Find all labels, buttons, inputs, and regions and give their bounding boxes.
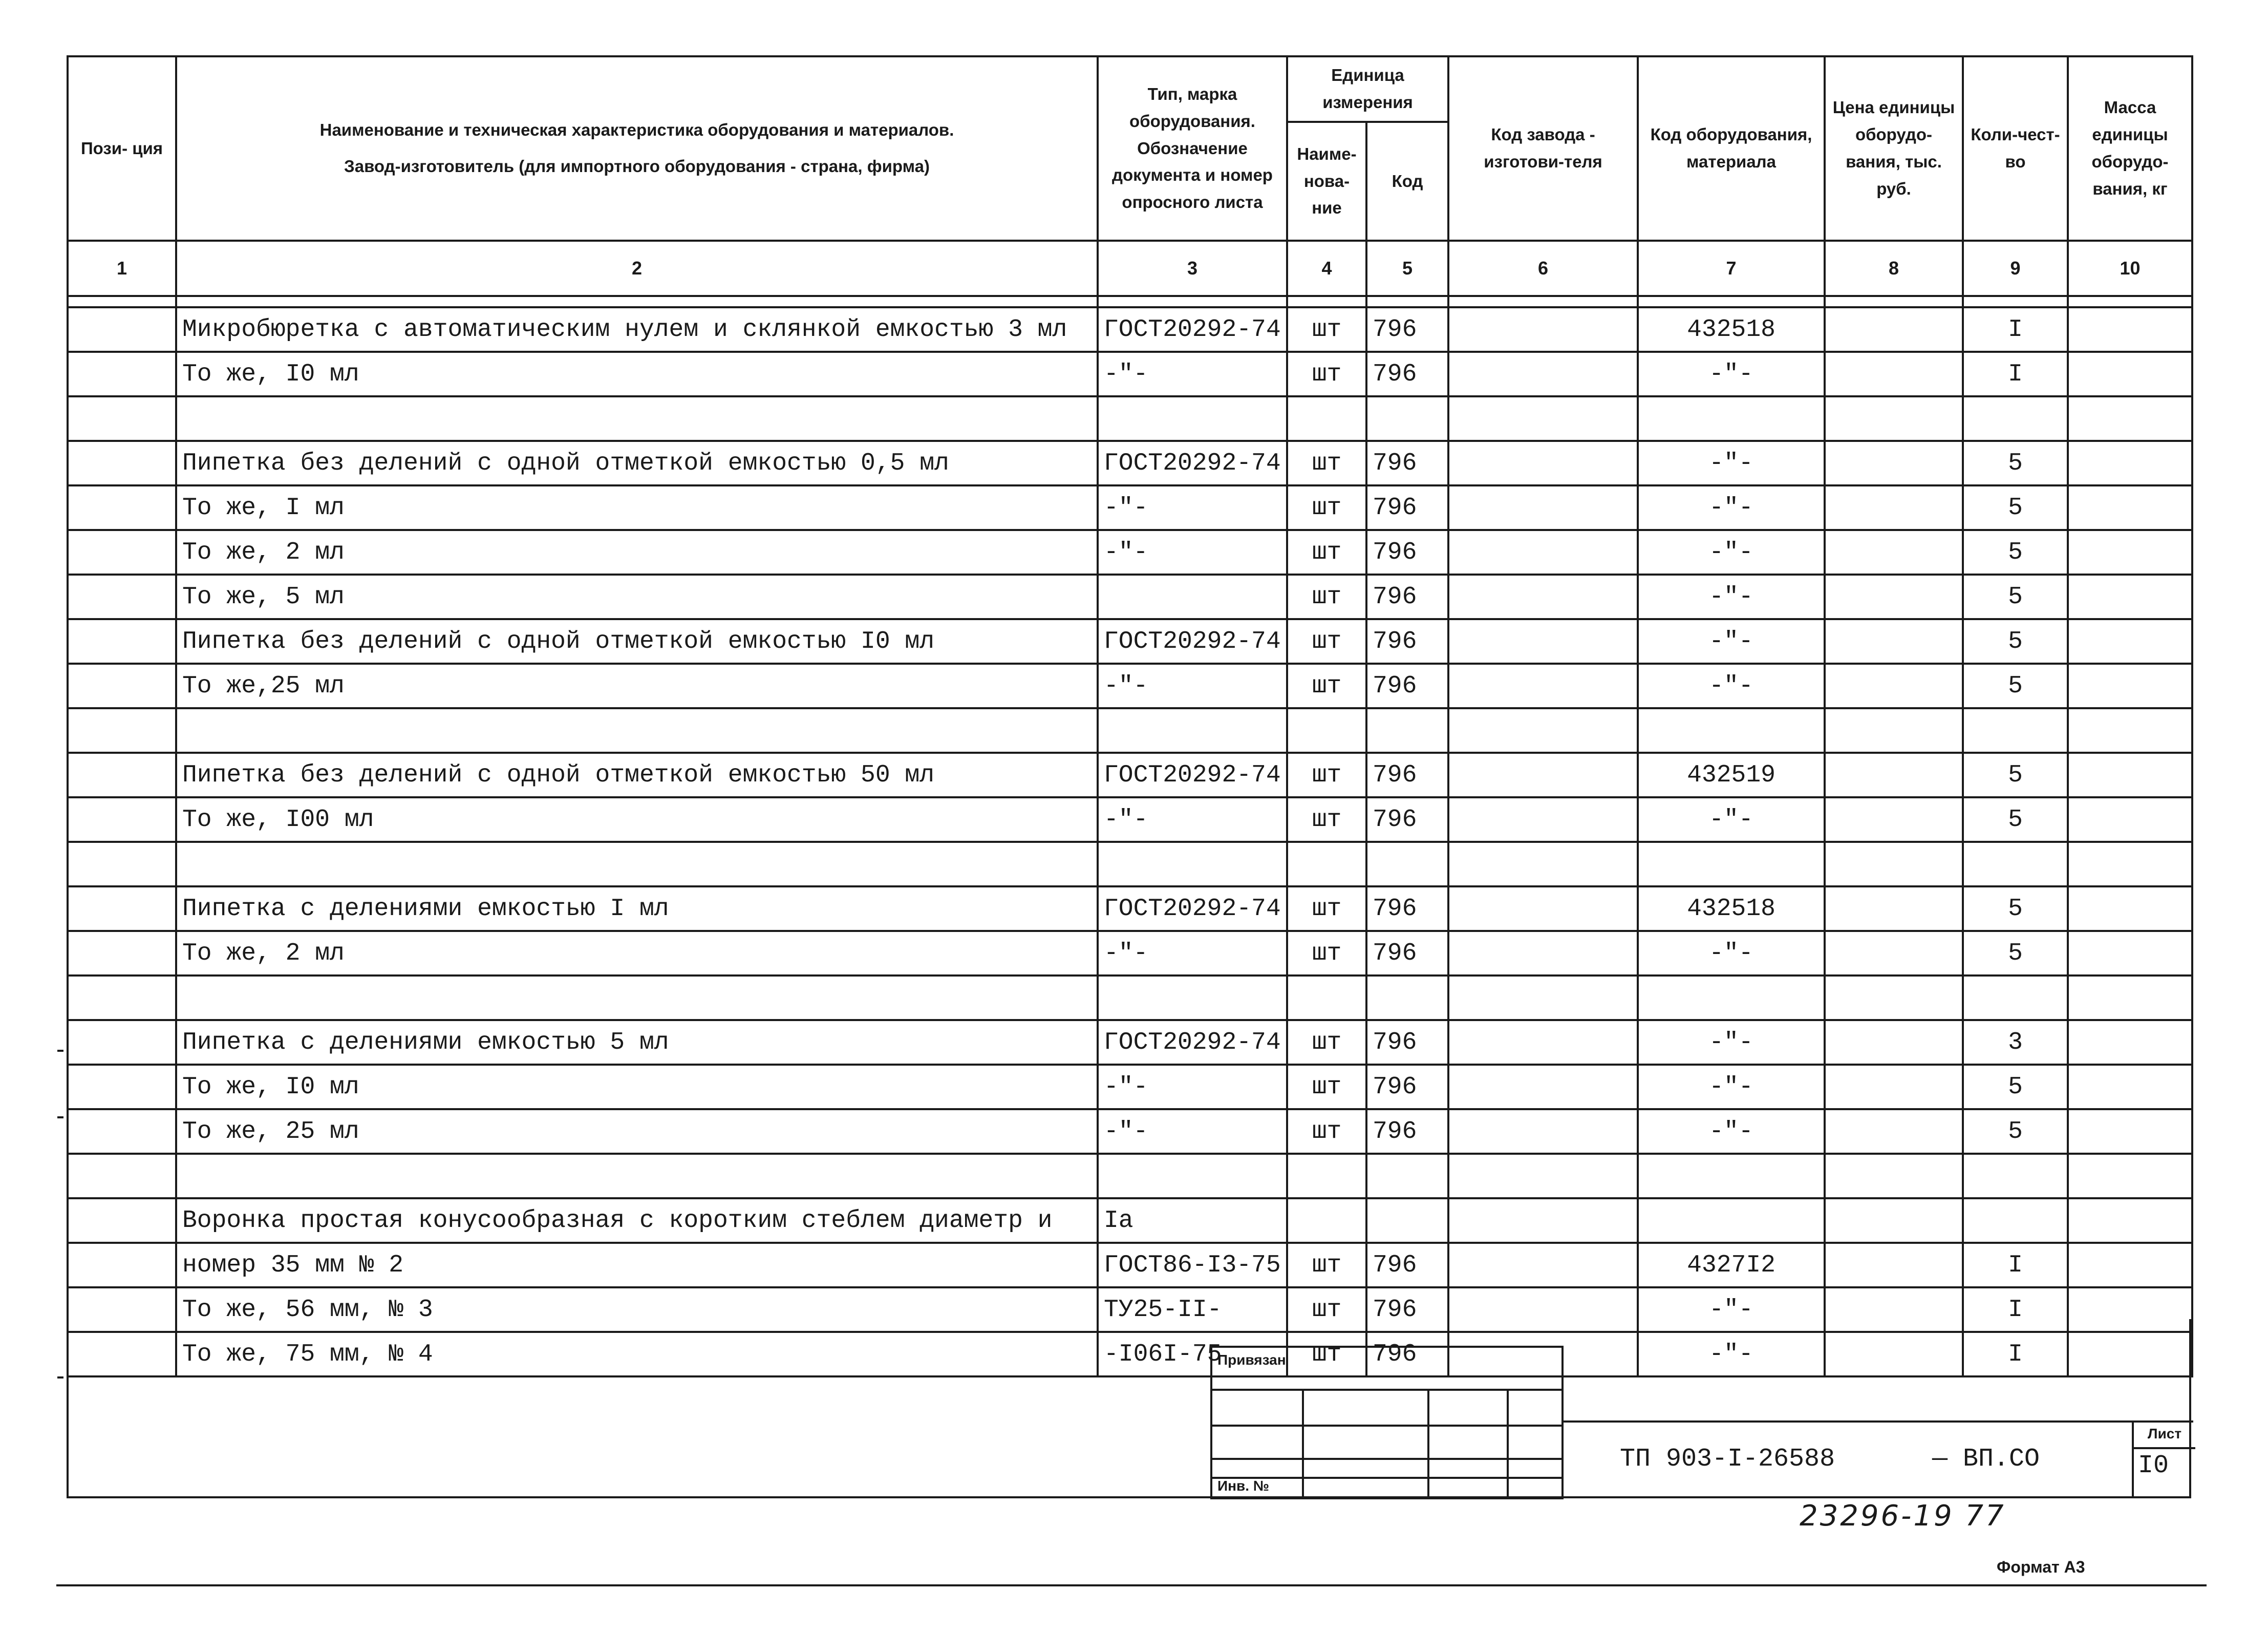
cell-unit-code [1366,842,1448,886]
column-number: 4 [1287,241,1366,296]
cell-equipment-code [1638,975,1825,1020]
cell-unit-code: 796 [1366,1065,1448,1109]
cell-mass [2068,575,2192,619]
cell-quantity: 5 [1963,664,2068,708]
cell-quantity [1963,1154,2068,1198]
cell-equipment-code: -"- [1638,1332,1825,1376]
cell-mass [2068,1243,2192,1287]
cell-unit-code: 796 [1366,575,1448,619]
cell-unit-name: шт [1287,1109,1366,1154]
cell-unit-code: 796 [1366,1109,1448,1154]
cell-quantity: 5 [1963,797,2068,842]
cell-equipment-code: -"- [1638,664,1825,708]
cell-position [68,1198,176,1243]
cell-mass [2068,1020,2192,1065]
cell-equipment-code: 432519 [1638,753,1825,797]
table-body [68,307,2192,1376]
cell-name [176,1154,1098,1198]
cell-price [1825,530,1963,575]
table-row [68,396,2192,441]
cell-unit-name: шт [1287,753,1366,797]
cell-quantity: 5 [1963,1109,2068,1154]
cell-unit-name: шт [1287,1020,1366,1065]
spacer-row [68,296,2192,307]
table-row [68,753,2192,797]
cell-mass [2068,485,2192,530]
cell-mass [2068,886,2192,931]
cell-unit-name: шт [1287,1243,1366,1287]
cell-name: То же, I00 мл [176,797,1098,842]
cell-equipment-code [1638,1198,1825,1243]
cell-equipment-code: 4327I2 [1638,1243,1825,1287]
cell-position [68,1154,176,1198]
cell-unit-code [1366,1198,1448,1243]
cell-name: Пипетка с делениями емкостью I мл [176,886,1098,931]
cell-factory-code [1448,886,1638,931]
cell-type [1098,842,1287,886]
cell-position [68,307,176,352]
cell-name: То же, 25 мл [176,1109,1098,1154]
table-row [68,664,2192,708]
cell-name: Микробюретка с автоматическим нулем и склянкой емкостью 3 мл [176,307,1098,352]
cell-name: То же, I мл [176,485,1098,530]
specification-sheet [67,55,2212,1377]
header-unit-code: Код [1366,122,1448,241]
column-number: 7 [1638,241,1825,296]
cell-unit-code: 796 [1366,530,1448,575]
cell-price [1825,1198,1963,1243]
cell-equipment-code: -"- [1638,1287,1825,1332]
table-row [68,708,2192,753]
cell-factory-code [1448,1243,1638,1287]
cell-unit-name: шт [1287,575,1366,619]
cell-unit-code: 796 [1366,886,1448,931]
cell-equipment-code: -"- [1638,352,1825,396]
cell-unit-name: шт [1287,530,1366,575]
cell-unit-code [1366,708,1448,753]
cell-name: То же, I0 мл [176,352,1098,396]
cell-factory-code [1448,352,1638,396]
cell-type: ГОСТ20292-74 [1098,1020,1287,1065]
cell-position [68,485,176,530]
cell-unit-name [1287,1154,1366,1198]
cell-price [1825,886,1963,931]
cell-type: ГОСТ20292-74 [1098,619,1287,664]
cell-position [68,886,176,931]
cell-type: ГОСТ20292-74 [1098,307,1287,352]
cell-position [68,1109,176,1154]
header-price: Цена единицы оборудо-вания, тыс. руб. [1825,56,1963,241]
cell-mass [2068,1109,2192,1154]
column-number-row [68,241,2192,296]
header-mass: Масса единицы оборудо-вания, кг [2068,56,2192,241]
table-row [68,619,2192,664]
cell-factory-code [1448,1020,1638,1065]
cell-unit-code: 796 [1366,753,1448,797]
cell-mass [2068,530,2192,575]
specification-table [67,55,2193,1377]
cell-unit-name: шт [1287,352,1366,396]
cell-quantity [1963,396,2068,441]
column-number: 9 [1963,241,2068,296]
cell-name: То же, 2 мл [176,931,1098,975]
format-label: Формат А3 [1997,1558,2085,1576]
cell-equipment-code: 432518 [1638,307,1825,352]
cell-equipment-code: -"- [1638,485,1825,530]
cell-price [1825,396,1963,441]
cell-unit-code: 796 [1366,797,1448,842]
cell-equipment-code: 432518 [1638,886,1825,931]
cell-quantity: 5 [1963,931,2068,975]
cell-unit-code: 796 [1366,1287,1448,1332]
cell-name [176,396,1098,441]
table-row [68,1243,2192,1287]
table-row [68,975,2192,1020]
cell-price [1825,797,1963,842]
cell-type: -"- [1098,1065,1287,1109]
cell-name: То же,25 мл [176,664,1098,708]
stamp-inventory-label: Инв. № [1217,1478,1270,1494]
header-name-line2: Завод-изготовитель (для импортного оборудования - страна, фирма) [344,157,930,176]
cell-type: ГОСТ20292-74 [1098,441,1287,485]
table-row [68,1020,2192,1065]
cell-position [68,1243,176,1287]
cell-position [68,1020,176,1065]
header-unit-name: Наиме-нова-ние [1287,122,1366,241]
cell-equipment-code: -"- [1638,575,1825,619]
cell-price [1825,1020,1963,1065]
cell-type: -"- [1098,352,1287,396]
cell-quantity: 5 [1963,441,2068,485]
cell-quantity [1963,975,2068,1020]
cell-quantity [1963,708,2068,753]
cell-name [176,842,1098,886]
cell-position [68,1065,176,1109]
header-unit: Единица измерения [1287,56,1448,122]
binding-stamp [1210,1346,1564,1499]
cell-name: То же, 5 мл [176,575,1098,619]
cell-price [1825,619,1963,664]
cell-unit-code [1366,396,1448,441]
cell-name: Пипетка без делений с одной отметкой емкостью I0 мл [176,619,1098,664]
cell-mass [2068,975,2192,1020]
cell-unit-code: 796 [1366,485,1448,530]
cell-factory-code [1448,441,1638,485]
cell-price [1825,753,1963,797]
footer-line [56,1584,2207,1586]
cell-mass [2068,441,2192,485]
cell-mass [2068,1198,2192,1243]
cell-name: То же, 75 мм, № 4 [176,1332,1098,1376]
cell-position [68,530,176,575]
cell-equipment-code: -"- [1638,1065,1825,1109]
table-row [68,1198,2192,1243]
cell-position [68,797,176,842]
cell-mass [2068,1154,2192,1198]
cell-type: ГОСТ20292-74 [1098,753,1287,797]
cell-factory-code [1448,753,1638,797]
cell-position [68,753,176,797]
table-row [68,1065,2192,1109]
cell-type: ГОСТ86-I3-75 [1098,1243,1287,1287]
cell-price [1825,1243,1963,1287]
cell-factory-code [1448,485,1638,530]
cell-equipment-code [1638,708,1825,753]
sheet-number: I0 [2138,1451,2169,1480]
sheet-box [2132,1420,2195,1498]
cell-type: ГОСТ20292-74 [1098,886,1287,931]
cell-equipment-code [1638,1154,1825,1198]
cell-factory-code [1448,842,1638,886]
cell-name: Пипетка без делений с одной отметкой емкостью 0,5 мл [176,441,1098,485]
cell-quantity: 5 [1963,530,2068,575]
cell-price [1825,931,1963,975]
cell-price [1825,307,1963,352]
cell-factory-code [1448,975,1638,1020]
cell-factory-code [1448,1109,1638,1154]
cell-equipment-code: -"- [1638,797,1825,842]
cell-name: Воронка простая конусообразная с коротким стеблем диаметр и [176,1198,1098,1243]
cell-name: Пипетка с делениями емкостью 5 мл [176,1020,1098,1065]
cell-unit-name: шт [1287,307,1366,352]
header-row [68,56,2192,122]
cell-unit-name: шт [1287,1287,1366,1332]
cell-position [68,575,176,619]
cell-quantity: I [1963,1243,2068,1287]
cell-position [68,619,176,664]
margin-tick [57,1050,63,1052]
title-block [67,1319,2191,1498]
cell-unit-name [1287,708,1366,753]
column-number: 6 [1448,241,1638,296]
cell-mass [2068,664,2192,708]
cell-mass [2068,842,2192,886]
cell-quantity: 5 [1963,575,2068,619]
cell-position [68,931,176,975]
cell-unit-name: шт [1287,797,1366,842]
cell-factory-code [1448,708,1638,753]
cell-price [1825,1065,1963,1109]
cell-unit-code [1366,1154,1448,1198]
cell-quantity: I [1963,352,2068,396]
cell-unit-code: 796 [1366,307,1448,352]
cell-quantity: 5 [1963,753,2068,797]
document-suffix: — ВП.СО [1932,1445,2040,1474]
cell-unit-code: 796 [1366,1020,1448,1065]
table-row [68,441,2192,485]
cell-unit-name: шт [1287,931,1366,975]
title-block-divider [1563,1420,2193,1423]
table-row [68,1109,2192,1154]
cell-type: -"- [1098,530,1287,575]
cell-equipment-code: -"- [1638,931,1825,975]
cell-mass [2068,708,2192,753]
cell-factory-code [1448,797,1638,842]
cell-equipment-code: -"- [1638,530,1825,575]
cell-quantity: 5 [1963,619,2068,664]
cell-equipment-code [1638,842,1825,886]
header-name-line1: Наименование и техническая характеристика оборудования и материалов. [319,120,954,140]
cell-factory-code [1448,575,1638,619]
table-row [68,797,2192,842]
column-number: 5 [1366,241,1448,296]
cell-mass [2068,352,2192,396]
header-position: Пози- ция [68,56,176,241]
cell-name: Пипетка без делений с одной отметкой емкостью 50 мл [176,753,1098,797]
cell-quantity: I [1963,1287,2068,1332]
column-number: 2 [176,241,1098,296]
cell-equipment-code: -"- [1638,1109,1825,1154]
cell-quantity [1963,842,2068,886]
header-name [176,56,1098,241]
cell-position [68,396,176,441]
cell-name: То же, I0 мл [176,1065,1098,1109]
stamp-bound-label: Привязан [1217,1352,1286,1368]
cell-unit-name [1287,396,1366,441]
cell-quantity: 5 [1963,485,2068,530]
cell-unit-code: 796 [1366,1332,1448,1376]
table-row [68,886,2192,931]
cell-factory-code [1448,1198,1638,1243]
cell-equipment-code: -"- [1638,1020,1825,1065]
cell-unit-name: шт [1287,886,1366,931]
cell-factory-code [1448,1065,1638,1109]
cell-position [68,975,176,1020]
document-number: ТП 903-I-26588 [1620,1445,1835,1474]
cell-mass [2068,619,2192,664]
cell-quantity: I [1963,307,2068,352]
cell-price [1825,441,1963,485]
cell-type [1098,396,1287,441]
header-type: Тип, марка оборудования. Обозначение документа и номер опросного листа [1098,56,1287,241]
header-factory-code: Код завода - изготови-теля [1448,56,1638,241]
cell-quantity: 5 [1963,886,2068,931]
cell-type [1098,575,1287,619]
cell-price [1825,485,1963,530]
table-row [68,1154,2192,1198]
table-row [68,307,2192,352]
cell-type [1098,708,1287,753]
cell-factory-code [1448,307,1638,352]
cell-position [68,441,176,485]
cell-factory-code [1448,664,1638,708]
sheet-label: Лист [2134,1420,2195,1449]
cell-unit-name [1287,975,1366,1020]
cell-type: -"- [1098,797,1287,842]
margin-tick [57,1376,63,1378]
cell-quantity: I [1963,1332,2068,1376]
table-row [68,842,2192,886]
cell-factory-code [1448,931,1638,975]
cell-name: номер 35 мм № 2 [176,1243,1098,1287]
table-row [68,352,2192,396]
cell-factory-code [1448,1154,1638,1198]
cell-equipment-code: -"- [1638,619,1825,664]
cell-type [1098,975,1287,1020]
cell-quantity: 3 [1963,1020,2068,1065]
cell-unit-name [1287,1198,1366,1243]
cell-unit-name: шт [1287,1065,1366,1109]
cell-unit-name: шт [1287,485,1366,530]
table-row [68,575,2192,619]
cell-mass [2068,307,2192,352]
cell-equipment-code [1638,396,1825,441]
cell-type: Iа [1098,1198,1287,1243]
cell-unit-name: шт [1287,664,1366,708]
cell-price [1825,975,1963,1020]
cell-name: То же, 56 мм, № 3 [176,1287,1098,1332]
cell-factory-code [1448,530,1638,575]
cell-unit-name: шт [1287,1332,1366,1376]
cell-equipment-code: -"- [1638,441,1825,485]
cell-price [1825,352,1963,396]
cell-type: ТУ25-II- [1098,1287,1287,1332]
cell-type: -I06I-75 [1098,1332,1287,1376]
cell-mass [2068,931,2192,975]
cell-price [1825,708,1963,753]
cell-type: -"- [1098,664,1287,708]
cell-price [1825,575,1963,619]
cell-unit-code: 796 [1366,619,1448,664]
cell-unit-code: 796 [1366,1243,1448,1287]
column-number: 10 [2068,241,2192,296]
cell-unit-name [1287,842,1366,886]
cell-name [176,708,1098,753]
cell-position [68,708,176,753]
cell-mass [2068,396,2192,441]
cell-name [176,975,1098,1020]
column-number: 8 [1825,241,1963,296]
cell-type: -"- [1098,931,1287,975]
cell-unit-code: 796 [1366,441,1448,485]
cell-unit-code [1366,975,1448,1020]
cell-unit-code: 796 [1366,931,1448,975]
table-row [68,530,2192,575]
cell-mass [2068,753,2192,797]
cell-mass [2068,1065,2192,1109]
cell-unit-code: 796 [1366,352,1448,396]
cell-price [1825,1154,1963,1198]
cell-type: -"- [1098,1109,1287,1154]
column-number: 1 [68,241,176,296]
table-row [68,485,2192,530]
cell-mass [2068,797,2192,842]
handwritten-number: 23296-19 77 [1800,1499,2006,1533]
cell-quantity [1963,1198,2068,1243]
margin-tick [57,1116,63,1118]
cell-position [68,842,176,886]
cell-unit-code: 796 [1366,664,1448,708]
cell-position [68,664,176,708]
cell-unit-name: шт [1287,619,1366,664]
cell-quantity: 5 [1963,1065,2068,1109]
cell-unit-name: шт [1287,441,1366,485]
cell-price [1825,842,1963,886]
cell-type: -"- [1098,485,1287,530]
cell-factory-code [1448,619,1638,664]
header-quantity: Коли-чест-во [1963,56,2068,241]
cell-price [1825,664,1963,708]
cell-name: То же, 2 мл [176,530,1098,575]
cell-position [68,352,176,396]
header-equipment-code: Код оборудования, материала [1638,56,1825,241]
cell-price [1825,1109,1963,1154]
cell-factory-code [1448,396,1638,441]
cell-type [1098,1154,1287,1198]
table-row [68,931,2192,975]
column-number: 3 [1098,241,1287,296]
